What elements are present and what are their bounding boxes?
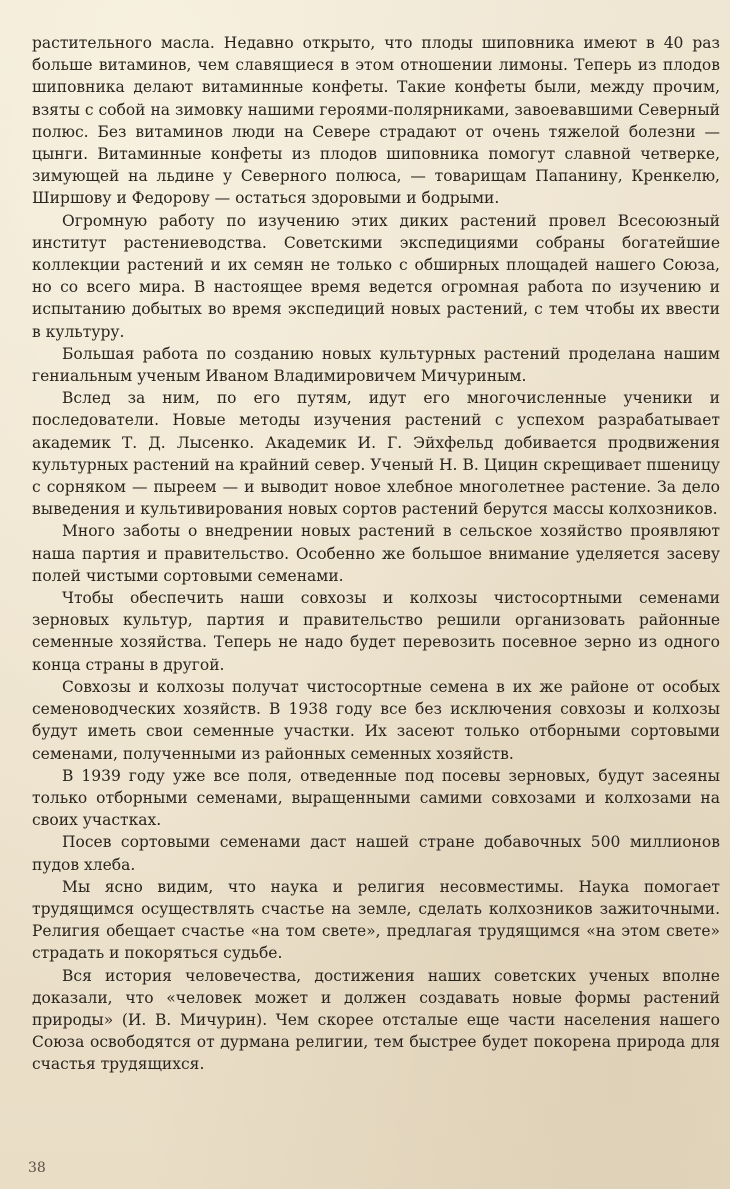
paragraph: Много заботы о внедрении новых растений в сельское хозяйство проявляют наша партия и правительство. Особенно же большое внимание уделяется засеву полей чистыми сортовыми семенами.: [32, 522, 720, 585]
paragraph: Совхозы и колхозы получат чистосортные семена в их же районе от особых семеноводческих хозяйств. В 1938 году все без исключения совхозы и колхозы будут иметь свои семенные участки. Их засеют только отборными сортовыми семенами, полученными из районных семенных хозяйств.: [32, 677, 720, 763]
paragraph: Мы ясно видим, что наука и религия несовместимы. Наука помогает трудящимся осуществлять счастье на земле, сделать колхозников зажиточными. Религия обещает счастье «на том свете», предлагая трудящимся «на этом свете» страдать и покоряться судьбе.: [32, 877, 720, 963]
paragraph: Огромную работу по изучению этих диких растений провел Всесоюзный институт растениеводства. Советскими экспедициями собраны богатейшие коллекции растений и их семян не только с обширных площадей нашего Союза, но со всего мира. В настоящее время ведется огромная работа по изучению и испытанию добытых во время экспедиций новых растений, с тем чтобы их ввести в культуру.: [32, 211, 720, 341]
paragraph: Чтобы обеспечить наши совхозы и колхозы чистосортными семенами зерновых культур, партия и правительство решили организовать районные семенные хозяйства. Теперь не надо будет перевозить посевное зерно из одного конца страны в другой.: [32, 589, 720, 674]
body-text: [32, 32, 720, 1076]
paragraph: Вся история человечества, достижения наших советских ученых вполне доказали, что «человек может и должен создавать новые формы растений природы» (И. В. Мичурин). Чем скорее отсталые еще части населения нашего Союза освободятся от дурмана религии, тем быстрее будет покорена природа для счастья трудящихся.: [32, 966, 720, 1074]
paragraph: Посев сортовыми семенами даст нашей стране добавочных 500 миллионов пудов хлеба.: [32, 833, 720, 874]
paragraph: В 1939 году уже все поля, отведенные под посевы зерновых, будут засеяны только отборными семенами, выращенными самими совхозами и колхозами на своих участках.: [32, 766, 720, 830]
paragraph: Вслед за ним, по его путям, идут его многочисленные ученики и последователи. Новые методы изучения растений с успехом разрабатывает академик Т. Д. Лысенко. Академик И. Г. Эйхфельд добивается продвижения культурных растений на крайний север. Ученый Н. В. Цицин скрещивает пшеницу с сорняком — пыреем — и выводит новое хлебное многолетнее растение. За дело выведения и культивирования новых сортов растений берутся массы колхозников.: [32, 389, 720, 519]
page-number: 38: [28, 1160, 46, 1176]
paragraph: Большая работа по созданию новых культурных растений проделана нашим гениальным ученым Иваном Владимировичем Мичуриным.: [32, 344, 720, 386]
paragraph: растительного масла. Недавно открыто, что плоды шиповника имеют в 40 раз больше витаминов, чем славящиеся в этом отношении лимоны. Теперь из плодов шиповника делают витаминные конфеты. Такие конфеты были, между прочим, взяты с собой на зимовку нашими героями-полярниками, завоевавшими Северный полюс. Без витаминов люди на Севере страдают от очень тяжелой болезни — цынги. Витаминные конфеты из плодов шиповника помогут славной четверке, зимующей на льдине у Северного полюса, — товарищам Папанину, Кренкелю, Ширшову и Федорову — остаться здоровыми и бодрыми.: [32, 34, 720, 208]
